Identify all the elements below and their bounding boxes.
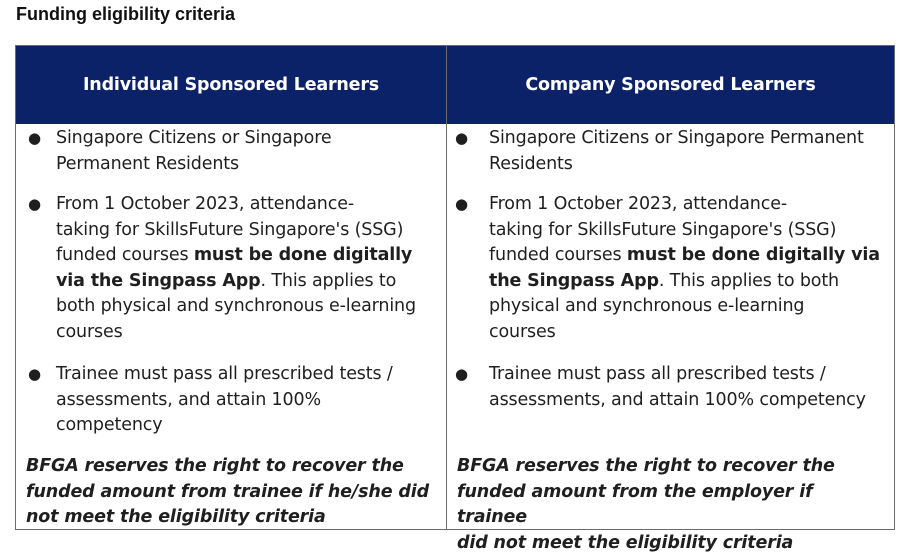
criteria-line: Singapore Citizens or Singapore: [56, 126, 440, 152]
criteria-line: physical and synchronous e-learning: [489, 294, 890, 320]
bullet-icon: ●: [28, 362, 38, 388]
note-line: funded amount from trainee if he/she did: [26, 480, 441, 506]
criteria-line: assessments, and attain 100%: [56, 388, 440, 414]
criteria-line: [56, 243, 440, 269]
criteria-line: [489, 243, 890, 269]
criteria-line: courses: [56, 320, 440, 346]
note-line: BFGA reserves the right to recover the: [457, 454, 887, 480]
criteria-line: Trainee must pass all prescribed tests /: [489, 362, 890, 388]
criteria-line: Residents: [489, 152, 890, 178]
criteria-line: competency: [56, 413, 440, 439]
column-header-individual: Individual Sponsored Learners: [16, 46, 446, 124]
bullet-icon: ●: [28, 192, 38, 218]
note-line: not meet the eligibility criteria: [26, 505, 441, 531]
bullet-icon: ●: [455, 126, 465, 152]
recovery-note: [26, 454, 441, 531]
criteria-emphasis: the Singpass App: [489, 271, 659, 291]
cell-company-criteria: [447, 124, 894, 529]
recovery-note: [457, 454, 887, 556]
bullet-icon: ●: [455, 192, 465, 218]
criteria-text: funded courses: [489, 245, 627, 265]
criteria-line: From 1 October 2023, attendance-: [56, 192, 440, 218]
column-header-company: Company Sponsored Learners: [447, 46, 894, 124]
criteria-line: Singapore Citizens or Singapore Permanent: [489, 126, 890, 152]
bullet-icon: ●: [455, 362, 465, 388]
note-line: funded amount from the employer if trainee: [457, 480, 887, 531]
eligibility-table: [15, 45, 895, 530]
criteria-text: . This applies to both: [659, 271, 839, 291]
criteria-line: [56, 269, 440, 295]
bullet-icon: ●: [28, 126, 38, 152]
criteria-emphasis: must be done digitally via: [627, 245, 880, 265]
criteria-line: [489, 269, 890, 295]
table-header-row: [16, 46, 894, 124]
criteria-line: taking for SkillsFuture Singapore's (SSG): [489, 218, 890, 244]
criteria-line: Permanent Residents: [56, 152, 440, 178]
criteria-emphasis: via the Singpass App: [56, 271, 261, 291]
criteria-line: Trainee must pass all prescribed tests /: [56, 362, 440, 388]
criteria-line: From 1 October 2023, attendance-: [489, 192, 890, 218]
criteria-line: taking for SkillsFuture Singapore's (SSG): [56, 218, 440, 244]
criteria-line: assessments, and attain 100% competency: [489, 388, 890, 414]
note-line: BFGA reserves the right to recover the: [26, 454, 441, 480]
cell-individual-criteria: [16, 124, 446, 529]
criteria-line: courses: [489, 320, 890, 346]
criteria-text: . This applies to: [261, 271, 397, 291]
criteria-line: both physical and synchronous e-learning: [56, 294, 440, 320]
page-title: Funding eligibility criteria: [16, 4, 235, 25]
criteria-text: funded courses: [56, 245, 194, 265]
note-line: did not meet the eligibility criteria: [457, 531, 887, 556]
criteria-emphasis: must be done digitally: [194, 245, 412, 265]
